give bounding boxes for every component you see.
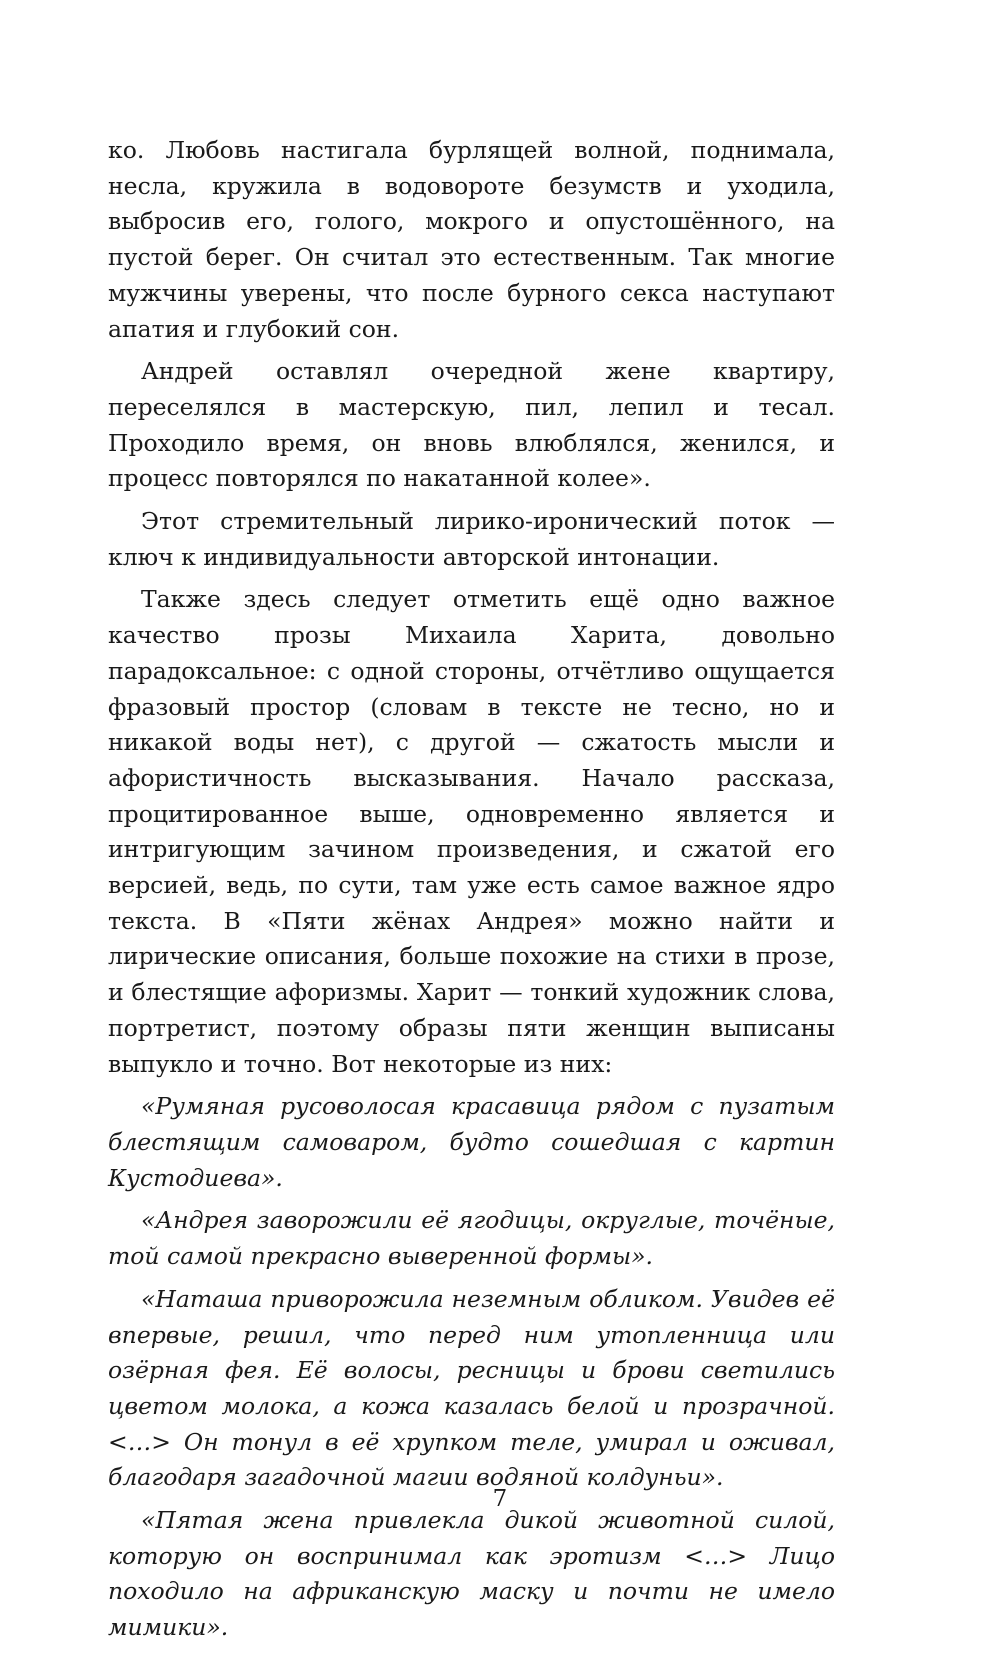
paragraph-3: Этот стремительный лирико-иронический поток — ключ к индивидуальности авторской интонации. bbox=[108, 507, 835, 571]
paragraph-4: Также здесь следует отметить ещё одно важное качество прозы Михаила Харита, довольно парадоксальное: с одной стороны, отчётливо ощущается фразовый простор (словам в тексте не тесно, но и никакой воды нет), с другой — сжатость мысли и афористичность высказывания. Начало рассказа, процитированное выше, одновременно является и интригующим зачином произведения, и сжатой его версией, ведь, по сути, там уже есть самое важное ядро текста. В «Пяти жёнах Андрея» можно найти и лирические описания, больше похожие на стихи в прозе, и блестящие афоризмы. Харит — тонкий художник слова, портретист, поэтому образы пяти женщин выписаны выпукло и точно. Вот некоторые из них: bbox=[108, 585, 835, 1078]
quote-4: «Пятая жена привлекла дикой животной силой, которую он воспринимал как эротизм <…> Лицо походило на африканскую маску и почти не имело мимики». bbox=[108, 1506, 835, 1642]
paragraph-1: ко. Любовь настигала бурлящей волной, поднимала, несла, кружила в водовороте безумств и уходила, выбросив его, голого, мокрого и опустошённого, на пустой берег. Он считал это естественным. Так многие мужчины уверены, что после бурного секса наступают апатия и глубокий сон. bbox=[108, 136, 835, 343]
quote-2: «Андрея заворожили её ягодицы, округлые, точёные, той самой прекрасно выверенной формы». bbox=[108, 1206, 835, 1271]
page-number: 7 bbox=[492, 1486, 508, 1512]
paragraph-2: Андрей оставлял очередной жене квартиру, переселялся в мастерскую, пил, лепил и тесал. Проходило время, он вновь влюблялся, женился, и процесс повторялся по накатанной колее». bbox=[108, 357, 835, 493]
quote-1: «Румяная русоволосая красавица рядом с пузатым блестящим самоваром, будто сошедшая с картин Кустодиева». bbox=[108, 1092, 835, 1192]
quote-3: «Наташа приворожила неземным обликом. Увидев её впервые, решил, что перед ним утопленница или озёрная фея. Её волосы, ресницы и брови светились цветом молока, а кожа казалась белой и прозрачной. <…> Он тонул в её хрупком теле, умирал и оживал, благодаря загадочной магии водяной колдуньи». bbox=[108, 1284, 835, 1492]
body-text bbox=[108, 133, 835, 1653]
